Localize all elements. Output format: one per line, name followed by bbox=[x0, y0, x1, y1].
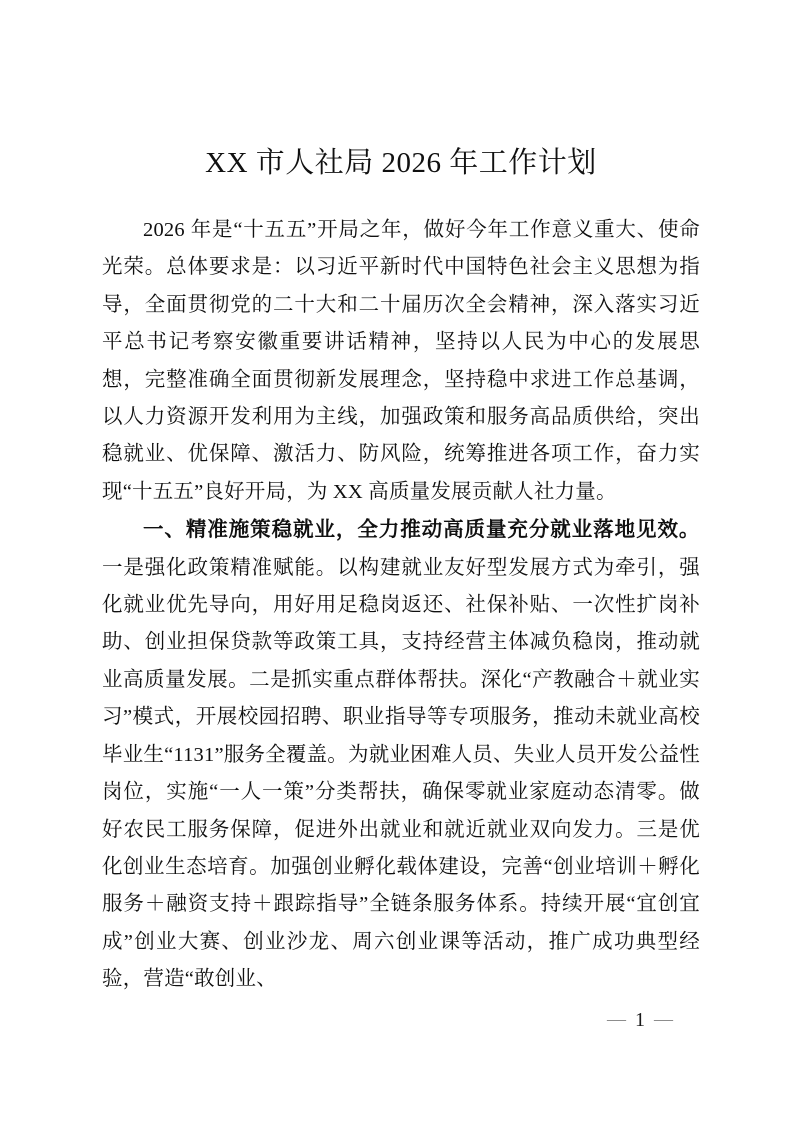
document-title: XX 市人社局 2026 年工作计划 bbox=[205, 147, 597, 179]
footer-dash-right: — bbox=[654, 1009, 673, 1030]
paragraph-intro bbox=[102, 212, 700, 511]
page-number: 1 bbox=[635, 1009, 645, 1031]
section-1-heading: 一、精准施策稳就业，全力推动高质量充分就业落地见效。 bbox=[143, 518, 700, 542]
paragraph-section-1 bbox=[102, 511, 700, 998]
page-footer bbox=[607, 1006, 673, 1034]
document-body bbox=[102, 212, 700, 999]
paragraph-intro-text: 2026 年是“十五五”开局之年，做好今年工作意义重大、使命光荣。总体要求是：以习近平新时代中国特色社会主义思想为指导，全面贯彻党的二十大和二十届历次全会精神，深入落实习近平总书记考察安徽重要讲话精神，坚持以人民为中心的发展思想，完整准确全面贯彻新发展理念，坚持稳中求进工作总基调，以人力资源开发利用为主线，加强政策和服务高品质供给，突出稳就业、优保障、激活力、防风险，统筹推进各项工作，奋力实现“十五五”良好开局，为 XX 高质量发展贡献人社力量。 bbox=[102, 219, 700, 503]
section-1-text: 一是强化政策精准赋能。以构建就业友好型发展方式为牵引，强化就业优先导向，用好用足稳岗返还、社保补贴、一次性扩岗补助、创业担保贷款等政策工具，支持经营主体减负稳岗，推动就业高质量发展。二是抓实重点群体帮扶。深化“产教融合＋就业实习”模式，开展校园招聘、职业指导等专项服务，推动未就业高校毕业生“1131”服务全覆盖。为就业困难人员、失业人员开发公益性岗位，实施“一人一策”分类帮扶，确保零就业家庭动态清零。做好农民工服务保障，促进外出就业和就近就业双向发力。三是优化创业生态培育。加强创业孵化载体建设，完善“创业培训＋孵化服务＋融资支持＋跟踪指导”全链条服务体系。持续开展“宜创宜成”创业大赛、创业沙龙、周六创业课等活动，推广成功典型经验，营造“敢创业、 bbox=[102, 556, 700, 991]
footer-dash-left: — bbox=[607, 1009, 626, 1030]
